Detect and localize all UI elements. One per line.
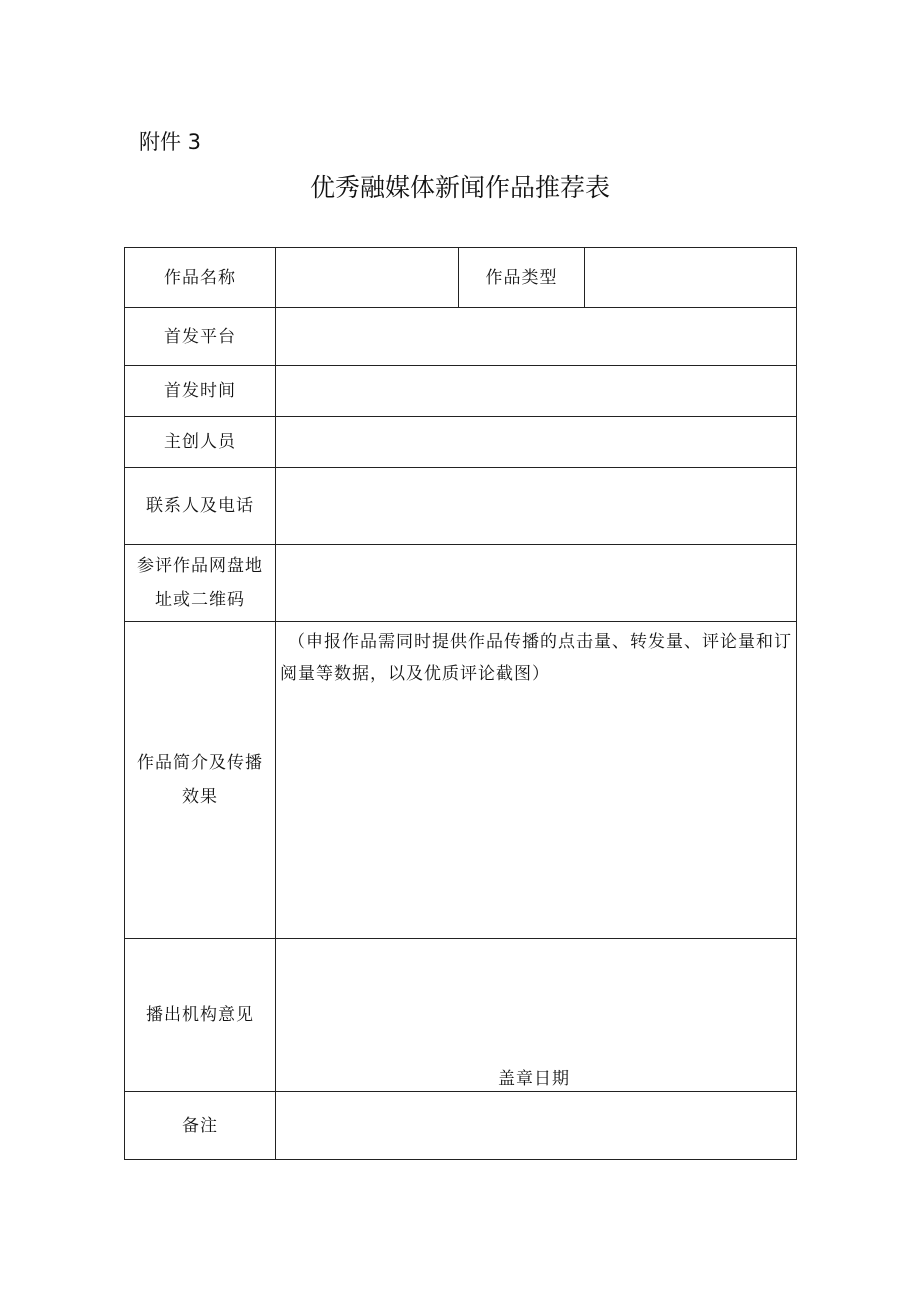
row-opinion — [125, 939, 797, 1092]
work-name-label: 作品名称 — [125, 248, 276, 308]
creators-label: 主创人员 — [125, 417, 276, 468]
row-link — [125, 545, 797, 622]
form-title: 优秀融媒体新闻作品推荐表 — [309, 173, 610, 202]
work-name-field[interactable] — [276, 248, 459, 308]
row-creators — [125, 417, 797, 468]
opinion-area — [276, 939, 796, 1091]
creators-field[interactable] — [276, 417, 797, 468]
link-field[interactable] — [276, 545, 797, 622]
opinion-label: 播出机构意见 — [125, 939, 276, 1092]
opinion-field[interactable] — [276, 939, 797, 1092]
intro-field[interactable] — [276, 622, 797, 939]
intro-label — [125, 622, 276, 939]
stamp-date-label: 盖章日期 — [498, 1069, 570, 1089]
work-type-field[interactable] — [585, 248, 797, 308]
recommendation-form-table — [124, 247, 797, 1160]
intro-label-line1: 作品简介及传播 — [137, 753, 263, 773]
first-platform-field[interactable] — [276, 308, 797, 366]
first-platform-label: 首发平台 — [125, 308, 276, 366]
contact-label: 联系人及电话 — [125, 468, 276, 545]
remarks-label: 备注 — [125, 1092, 276, 1160]
row-remarks — [125, 1092, 797, 1160]
attachment-number: 附件 3 — [139, 130, 202, 154]
first-time-label: 首发时间 — [125, 366, 276, 417]
row-work-name — [125, 248, 797, 308]
intro-label-line2: 效果 — [182, 787, 218, 807]
link-label — [125, 545, 276, 622]
intro-note: （申报作品需同时提供作品传播的点击量、转发量、评论量和订阅量等数据，以及优质评论截图） — [280, 632, 792, 684]
row-first-time — [125, 366, 797, 417]
row-contact — [125, 468, 797, 545]
row-intro — [125, 622, 797, 939]
remarks-field[interactable] — [276, 1092, 797, 1160]
work-type-label: 作品类型 — [459, 248, 585, 308]
row-first-platform — [125, 308, 797, 366]
first-time-field[interactable] — [276, 366, 797, 417]
contact-field[interactable] — [276, 468, 797, 545]
link-label-line1: 参评作品网盘地 — [137, 556, 263, 576]
link-label-line2: 址或二维码 — [155, 590, 245, 610]
